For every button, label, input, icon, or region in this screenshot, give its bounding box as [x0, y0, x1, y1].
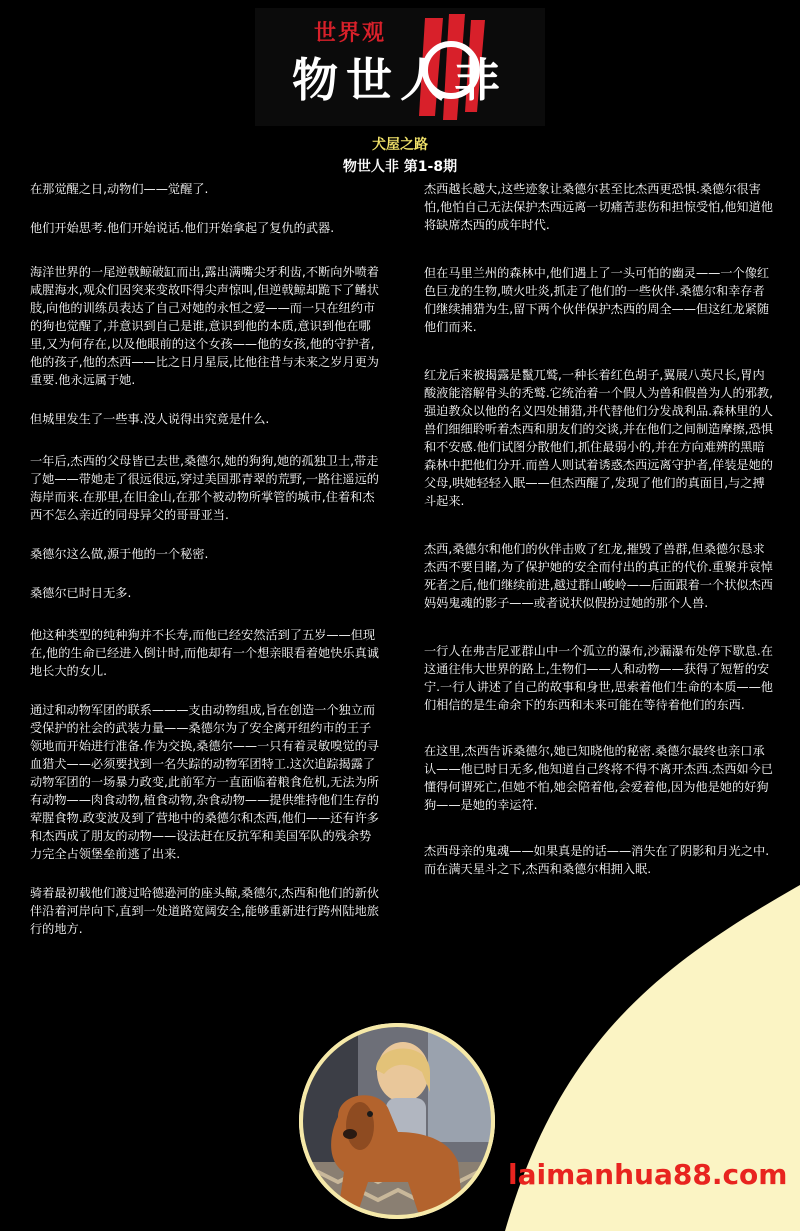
recap-paragraph: 他这种类型的纯种狗并不长寿,而他已经安然活到了五岁——但现在,他的生命已经进入倒计时,而他却有一个想亲眼看着她快乐真诚地长大的女儿. — [30, 628, 379, 678]
recap-paragraph: 桑德尔这么做,源于他的一个秘密. — [30, 547, 209, 561]
recap-left-column — [30, 180, 382, 959]
recap-paragraph: 在这里,杰西告诉桑德尔,她已知晓他的秘密.桑德尔最终也亲口承认——他已时日无多,他知道自己终将不得不离开杰西.杰西如今已懂得何谓死亡,但她不怕,她会陪着他,会爱着他,因为他是她的好狗狗——是她的幸运符. — [424, 744, 773, 812]
title-logo — [255, 8, 545, 126]
recap-paragraph: 海洋世界的一尾逆戟鲸破缸而出,露出满嘴尖牙利齿,不断向外喷着咸腥海水,观众们因突来变故吓得尖声惊叫,但逆戟鲸却跪下了鳍状肢,向他的训练员表达了自己对她的永恒之爱——而一只在纽约市的狗也觉醒了,并意识到自己是谁,意识到他的本质,意识到他在哪里,又为何存在,以及他眼前的这个女孩——他的女孩,他的守护者,他的孩子,他的杰西——比之日月星辰,比他往昔与未来之岁月更为重要.他永远属于她. — [30, 265, 379, 387]
recap-paragraph: 杰西,桑德尔和他们的伙伴击败了红龙,摧毁了兽群,但桑德尔恳求杰西不要目睹,为了保护她的安全而付出的真正的代价.重聚并哀悼死者之后,他们继续前进,越过群山峻岭——后面跟着一个状似杰西妈妈鬼魂的影子——或者说状似假扮过她的那个人兽. — [424, 542, 773, 610]
recap-paragraph: 通过和动物军团的联系———支由动物组成,旨在创造一个独立而受保护的社会的武装力量——桑德尔为了安全离开纽约市的王子领地而开始进行准备.作为交换,桑德尔——一只有着灵敏嗅觉的寻血猎犬——必须要找到一名失踪的动物军团特工.这次追踪揭露了动物军团的一场暴力政变,此前军方一直面临着粮食危机,无法为所有动物——肉食动物,植食动物,杂食动物——提供维持他们生存的荤腥食物.政变波及到了营地中的桑德尔和杰西,他们——还有许多和杰西成了朋友的动物——设法赶在反抗军和美国军队的残余势力完全占领堡垒前逃了出来. — [30, 703, 379, 861]
watermark-text: laimanhua88.com — [508, 1158, 788, 1191]
recap-right-column — [424, 180, 774, 899]
recap-paragraph: 桑德尔已时日无多. — [30, 586, 132, 600]
logo-main-text: 物世人非 — [292, 53, 508, 107]
story-arc-title: 犬屋之路 — [372, 137, 428, 153]
girl-and-dog-portrait-illustration — [298, 1022, 496, 1220]
recap-paragraph: 但在马里兰州的森林中,他们遇上了一头可怕的幽灵——一个像红色巨龙的生物,喷火吐炎,抓走了他们的一些伙伴.桑德尔和幸存者们继续捕猎为生,留下两个伙伴保护杰西的周全——但这红龙紧随他们而来. — [424, 266, 770, 334]
logo-top-text: 世界观 — [313, 21, 386, 46]
recap-paragraph: 杰西越长越大,这些迹象让桑德尔甚至比杰西更恐惧.桑德尔很害怕,他怕自己无法保护杰西远离一切痛苦悲伤和担惊受怕,他知道他将缺席杰西的成年时代. — [424, 182, 773, 232]
recap-paragraph: 在那觉醒之日,动物们——觉醒了. — [30, 182, 209, 196]
recap-paragraph: 但城里发生了一些事.没人说得出究竟是什么. — [30, 412, 270, 426]
issue-range: 物世人非 第1-8期 — [342, 159, 458, 175]
recap-paragraph: 骑着最初载他们渡过哈德逊河的座头鲸,桑德尔,杰西和他们的新伙伴沿着河岸向下,直到一处道路宽阔安全,能够重新进行跨州陆地旅行的地方. — [30, 886, 379, 936]
recap-paragraph: 他们开始思考.他们开始说话.他们开始拿起了复仇的武器. — [30, 221, 335, 235]
recap-paragraph: 一行人在弗吉尼亚群山中一个孤立的瀑布,沙漏瀑布处停下歇息.在这通往伟大世界的路上,生物们——人和动物——获得了短暂的安宁.一行人讲述了自己的故事和身世,思索着他们生命的本质——他们相信的是生命余下的东西和未来可能在等待着他们的东西. — [424, 644, 773, 712]
recap-paragraph: 一年后,杰西的父母皆已去世,桑德尔,她的狗狗,她的孤独卫士,带走了她——带她走了很远很远,穿过美国那青翠的荒野,一路往遥远的海岸而来.在那里,在旧金山,在那个被动物所掌管的城市,住着和杰西不怎么亲近的同母异父的哥哥亚当. — [30, 454, 379, 522]
recap-paragraph: 红龙后来被揭露是鬣兀鹫,一种长着红色胡子,翼展八英尺长,胃内酸液能溶解骨头的秃鹫.它统治着一个假人为兽和假兽为人的邪教,强迫教众以他的名义四处捕猎,并代替他们分发战利品.森林里的人兽们细细聆听着杰西和朋友们的交谈,并在他们之间制造摩擦,恐惧和不安感.他们试图分散他们,抓住最弱小的,并在方向难辨的黑暗森林中把他们分开.而兽人则试着诱惑杰西远离守护者,佯装是她的父母,哄她轻轻入眠——但杰西醒了,发现了他们的真面目,与之搏斗起来. — [424, 368, 773, 508]
recap-paragraph: 杰西母亲的鬼魂——如果真是的话——消失在了阴影和月光之中.而在满天星斗之下,杰西和桑德尔相拥入眠. — [424, 844, 770, 876]
